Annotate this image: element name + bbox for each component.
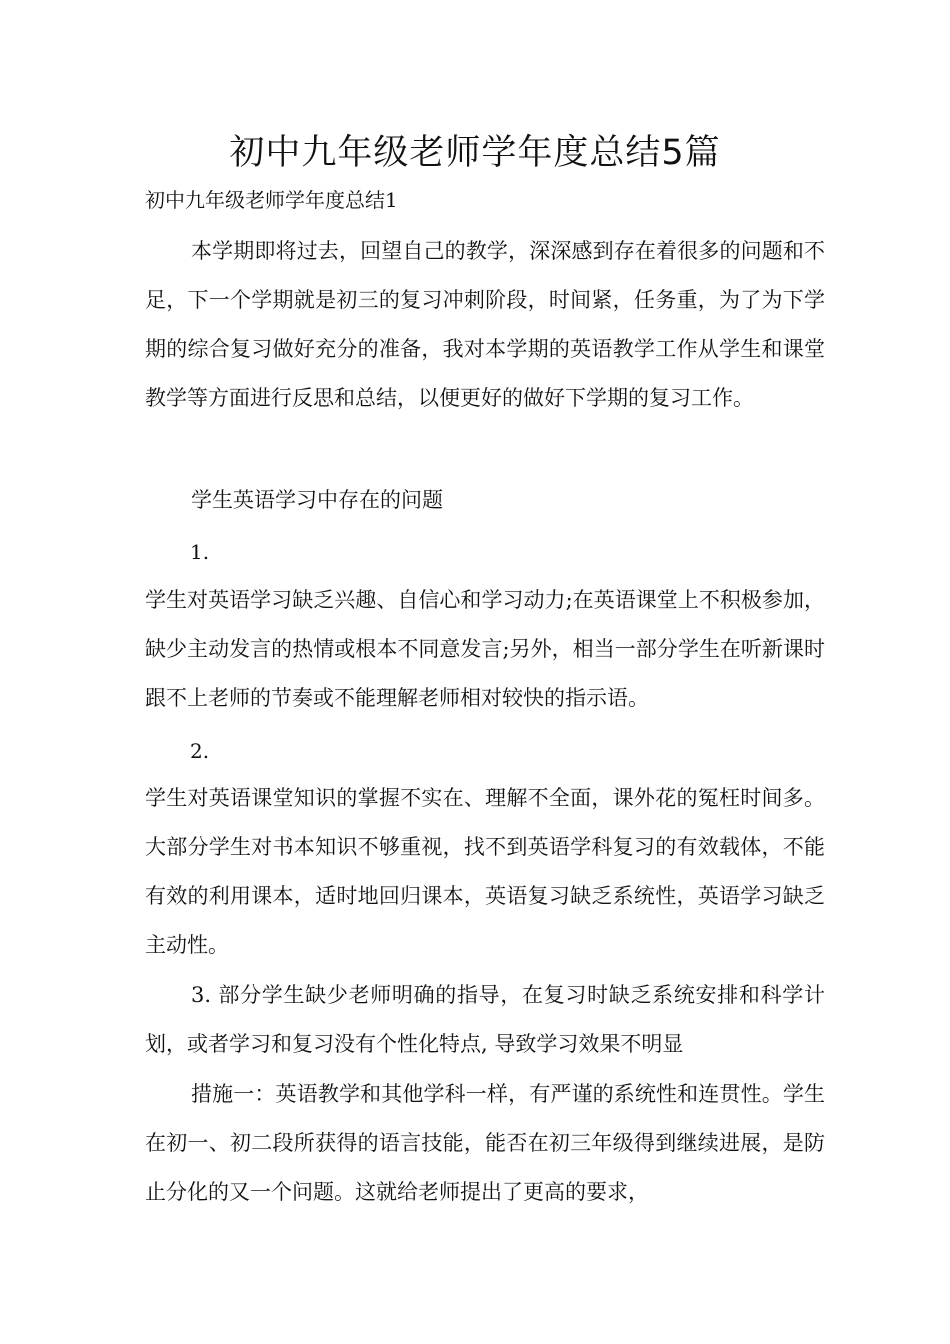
item-1-text: 学生对英语学习缺乏兴趣、自信心和学习动力;在英语课堂上不积极参加，缺少主动发言的热情或根本不同意发言;另外，相当一部分学生在听新课时跟不上老师的节奏或不能理解老师相对较快的指示语。 — [145, 588, 825, 710]
section-heading: 学生英语学习中存在的问题 — [191, 488, 443, 512]
intro-paragraph: 本学期即将过去，回望自己的教学，深深感到存在着很多的问题和不足，下一个学期就是初三的复习冲刺阶段，时间紧，任务重，为了为下学期的综合复习做好充分的准备，我对本学期的英语教学工作从学生和课堂教学等方面进行反思和总结，以便更好的做好下学期的复习工作。 — [145, 239, 825, 410]
item-1-number: 1. — [190, 540, 210, 564]
item-2-text: 学生对英语课堂知识的掌握不实在、理解不全面，课外花的冤枉时间多。大部分学生对书本知识不够重视，找不到英语学科复习的有效载体，不能有效的利用课本，适时地回归课本，英语复习缺乏系统性，英语学习缺乏主动性。 — [145, 786, 825, 957]
document-title: 初中九年级老师学年度总结5篇 — [229, 133, 721, 173]
measure-1-paragraph: 措施一：英语教学和其他学科一样，有严谨的系统性和连贯性。学生在初一、初二段所获得的语言技能，能否在初三年级得到继续进展，是防止分化的又一个问题。这就给老师提出了更高的要求， — [145, 1082, 825, 1204]
item-3-text: 3. 部分学生缺少老师明确的指导，在复习时缺乏系统安排和科学计划，或者学习和复习没有个性化特点, 导致学习效果不明显 — [145, 983, 825, 1056]
document-subtitle: 初中九年级老师学年度总结1 — [145, 188, 398, 212]
item-2-number: 2. — [190, 739, 210, 763]
